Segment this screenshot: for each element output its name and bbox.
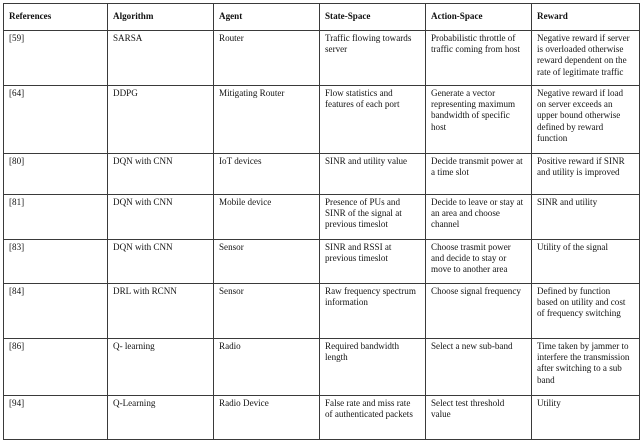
header-reward: Reward xyxy=(532,4,640,31)
cell-reward: SINR and utility xyxy=(532,195,640,240)
header-algorithm: Algorithm xyxy=(108,4,214,31)
header-state-space: State-Space xyxy=(320,4,426,31)
cell-agent: Sensor xyxy=(214,240,320,284)
cell-agent: IoT devices xyxy=(214,154,320,195)
header-agent: Agent xyxy=(214,4,320,31)
cell-action-space: Select a new sub-band xyxy=(426,339,532,396)
cell-action-space: Choose signal frequency xyxy=(426,284,532,339)
cell-reward: Time taken by jammer to interfere the transmission after switching to a sub band xyxy=(532,339,640,396)
cell-action-space: Decide transmit power at a time slot xyxy=(426,154,532,195)
cell-action-space: Choose trasmit power and decide to stay or move to another area xyxy=(426,240,532,284)
cell-agent: Mobile device xyxy=(214,195,320,240)
cell-state-space: Required bandwidth length xyxy=(320,339,426,396)
cell-reward: Positive reward if SINR and utility is improved xyxy=(532,154,640,195)
cell-reference: [64] xyxy=(4,86,108,154)
cell-state-space: Presence of PUs and SINR of the signal at previous timeslot xyxy=(320,195,426,240)
cell-reference: [59] xyxy=(4,31,108,86)
table-row xyxy=(4,240,640,284)
table-row xyxy=(4,284,640,339)
cell-agent: Sensor xyxy=(214,284,320,339)
cell-state-space: SINR and RSSI at previous timeslot xyxy=(320,240,426,284)
table-row xyxy=(4,31,640,86)
table-row xyxy=(4,195,640,240)
cell-reward: Utility xyxy=(532,396,640,440)
comparison-table xyxy=(3,3,640,440)
cell-reference: [83] xyxy=(4,240,108,284)
cell-action-space: Decide to leave or stay at an area and choose channel xyxy=(426,195,532,240)
cell-reward: Utility of the signal xyxy=(532,240,640,284)
cell-reference: [81] xyxy=(4,195,108,240)
cell-algorithm: SARSA xyxy=(108,31,214,86)
table-row xyxy=(4,396,640,440)
cell-reference: [86] xyxy=(4,339,108,396)
cell-algorithm: DRL with RCNN xyxy=(108,284,214,339)
cell-state-space: Raw frequency spectrum information xyxy=(320,284,426,339)
cell-algorithm: DQN with CNN xyxy=(108,240,214,284)
cell-state-space: Traffic flowing towards server xyxy=(320,31,426,86)
cell-agent: Radio xyxy=(214,339,320,396)
cell-algorithm: Q- learning xyxy=(108,339,214,396)
cell-algorithm: DQN with CNN xyxy=(108,154,214,195)
cell-state-space: SINR and utility value xyxy=(320,154,426,195)
cell-algorithm: DQN with CNN xyxy=(108,195,214,240)
cell-reward: Defined by function based on utility and cost of frequency switching xyxy=(532,284,640,339)
cell-algorithm: Q-Learning xyxy=(108,396,214,440)
table-row xyxy=(4,339,640,396)
cell-reference: [94] xyxy=(4,396,108,440)
cell-reference: [80] xyxy=(4,154,108,195)
cell-agent: Router xyxy=(214,31,320,86)
table-row xyxy=(4,154,640,195)
cell-action-space: Select test threshold value xyxy=(426,396,532,440)
cell-action-space: Generate a vector representing maximum bandwidth of specific host xyxy=(426,86,532,154)
cell-agent: Radio Device xyxy=(214,396,320,440)
header-references: References xyxy=(4,4,108,31)
table-row xyxy=(4,86,640,154)
cell-state-space: False rate and miss rate of authenticated packets xyxy=(320,396,426,440)
cell-reference: [84] xyxy=(4,284,108,339)
cell-state-space: Flow statistics and features of each port xyxy=(320,86,426,154)
cell-agent: Mitigating Router xyxy=(214,86,320,154)
cell-reward: Negative reward if server is overloaded otherwise reward dependent on the rate of legitimate traffic xyxy=(532,31,640,86)
header-row xyxy=(4,4,640,31)
cell-action-space: Probabilistic throttle of traffic coming from host xyxy=(426,31,532,86)
header-action-space: Action-Space xyxy=(426,4,532,31)
cell-algorithm: DDPG xyxy=(108,86,214,154)
cell-reward: Negative reward if load on server exceeds an upper bound otherwise defined by reward function xyxy=(532,86,640,154)
